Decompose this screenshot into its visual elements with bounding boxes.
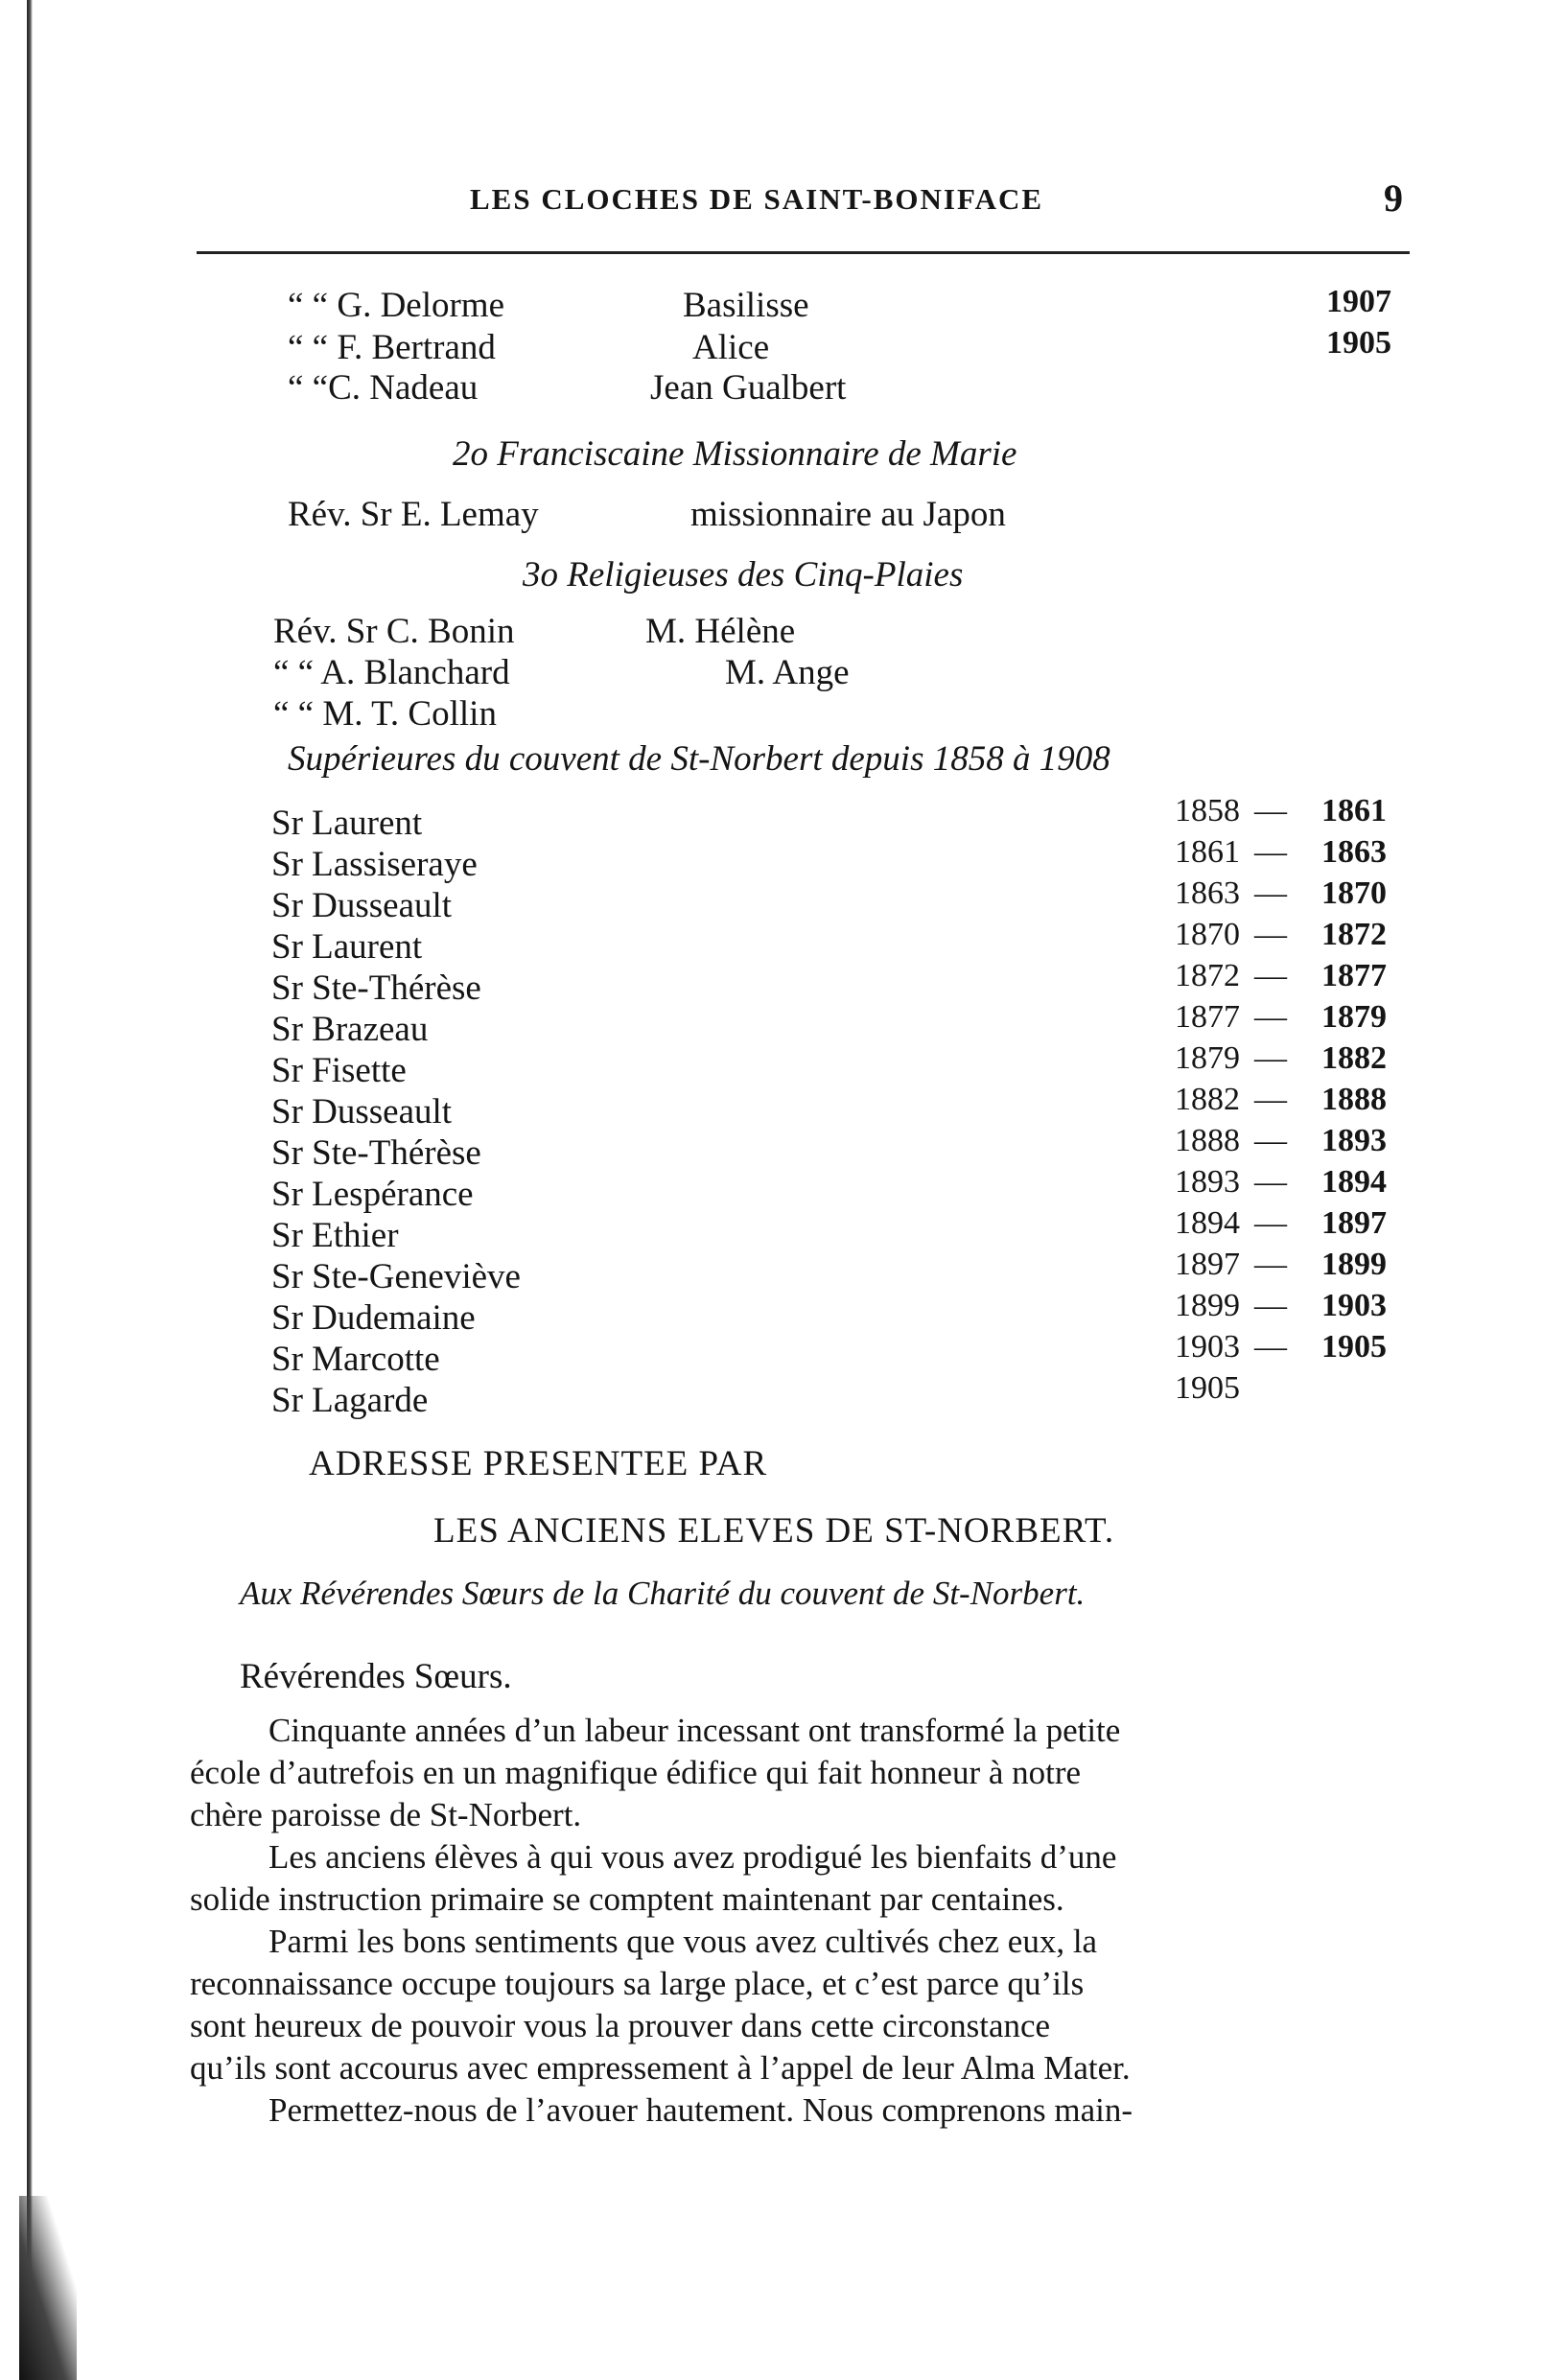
superior-name: Sr Lagarde <box>271 1381 429 1420</box>
superior-year-to: 1905 <box>1321 1329 1387 1365</box>
superior-year-to: 1888 <box>1321 1082 1387 1117</box>
superior-year-from: 1905 <box>1175 1370 1240 1406</box>
superior-name: Sr Ste-Thérèse <box>271 1133 481 1173</box>
superior-year-dash: — <box>1254 1247 1287 1282</box>
section-heading-franciscaine: 2o Franciscaine Missionnaire de Marie <box>453 434 1017 474</box>
entry-note: missionnaire au Japon <box>690 495 1006 534</box>
superior-year-dash: — <box>1254 1329 1287 1365</box>
superior-name: Sr Ethier <box>271 1216 399 1255</box>
superior-year-from: 1894 <box>1175 1205 1240 1241</box>
superior-year-from: 1870 <box>1175 917 1240 952</box>
address-line: Les anciens élèves à qui vous avez prodigué les bienfaits d’une <box>269 1838 1117 1876</box>
section-heading-cinq-plaies: 3o Religieuses des Cinq-Plaies <box>523 555 964 595</box>
superior-name: Sr Marcotte <box>271 1340 440 1379</box>
superior-year-from: 1858 <box>1175 793 1240 828</box>
superior-year-to: 1872 <box>1321 917 1387 952</box>
entry-name: Rév. Sr C. Bonin <box>273 612 515 651</box>
running-title: LES CLOCHES DE SAINT-BONIFACE <box>470 182 1044 216</box>
address-dedication: Aux Révérendes Sœurs de la Charité du couvent de St-Norbert. <box>240 1575 1086 1612</box>
superior-name: Sr Ste-Geneviève <box>271 1257 521 1296</box>
entry-religious-name: M. Hélène <box>645 612 796 651</box>
superior-year-to: 1877 <box>1321 958 1387 993</box>
address-line: reconnaissance occupe toujours sa large place, et c’est parce qu’ils <box>190 1965 1085 2002</box>
superior-name: Sr Brazeau <box>271 1010 429 1049</box>
superior-year-to: 1861 <box>1321 793 1387 828</box>
superior-name: Sr Dudemaine <box>271 1298 476 1338</box>
superior-year-from: 1872 <box>1175 958 1240 993</box>
page-corner-shadow <box>19 2196 77 2380</box>
superior-name: Sr Lespérance <box>271 1175 474 1214</box>
address-salutation: Révérendes Sœurs. <box>240 1657 512 1696</box>
superior-year-to: 1903 <box>1321 1288 1387 1323</box>
superior-year-from: 1879 <box>1175 1040 1240 1076</box>
superior-year-dash: — <box>1254 875 1287 911</box>
list-item-year: 1905 <box>1326 325 1391 361</box>
list-item-ditto: “ “C. Nadeau <box>288 368 479 408</box>
superior-year-to: 1879 <box>1321 999 1387 1035</box>
superior-name: Sr Dusseault <box>271 886 453 925</box>
superior-year-from: 1888 <box>1175 1123 1240 1158</box>
superior-name: Sr Lassiseraye <box>271 845 478 884</box>
superior-year-to: 1897 <box>1321 1205 1387 1241</box>
list-item-ditto: “ “ F. Bertrand <box>288 328 496 367</box>
superior-year-to: 1882 <box>1321 1040 1387 1076</box>
address-line: qu’ils sont accourus avec empressement à l’appel de leur Alma Mater. <box>190 2049 1131 2087</box>
superior-year-dash: — <box>1254 793 1287 828</box>
superior-year-from: 1899 <box>1175 1288 1240 1323</box>
superior-name: Sr Dusseault <box>271 1092 453 1132</box>
page-edge <box>27 0 33 2380</box>
superior-year-from: 1903 <box>1175 1329 1240 1365</box>
superior-year-from: 1897 <box>1175 1247 1240 1282</box>
address-line: Cinquante années d’un labeur incessant ont transformé la petite <box>269 1712 1121 1749</box>
address-line: école d’autrefois en un magnifique édifice qui fait honneur à notre <box>190 1754 1082 1791</box>
entry-name: “ “ A. Blanchard <box>273 653 510 692</box>
superior-year-dash: — <box>1254 917 1287 952</box>
address-title-line2: LES ANCIENS ELEVES DE ST-NORBERT. <box>433 1511 1115 1551</box>
superior-year-from: 1877 <box>1175 999 1240 1035</box>
superior-year-dash: — <box>1254 1164 1287 1200</box>
superior-year-from: 1893 <box>1175 1164 1240 1200</box>
superior-year-dash: — <box>1254 1288 1287 1323</box>
address-line: Permettez-nous de l’avouer hautement. Nous comprenons main- <box>269 2091 1133 2129</box>
superior-year-dash: — <box>1254 958 1287 993</box>
entry-religious-name: M. Ange <box>725 653 850 692</box>
superior-year-from: 1861 <box>1175 834 1240 870</box>
superior-year-from: 1863 <box>1175 875 1240 911</box>
superior-name: Sr Fisette <box>271 1051 407 1090</box>
address-line: Parmi les bons sentiments que vous avez cultivés chez eux, la <box>269 1923 1098 1960</box>
list-item-year: 1907 <box>1326 284 1391 319</box>
list-item-name: Jean Gualbert <box>650 368 847 408</box>
header-rule <box>197 251 1410 254</box>
superior-year-dash: — <box>1254 999 1287 1035</box>
superior-year-to: 1863 <box>1321 834 1387 870</box>
superior-name: Sr Laurent <box>271 804 423 843</box>
list-item-name: Alice <box>692 328 770 367</box>
list-item-ditto: “ “ G. Delorme <box>288 286 505 325</box>
superior-year-from: 1882 <box>1175 1082 1240 1117</box>
superior-year-to: 1899 <box>1321 1247 1387 1282</box>
superior-year-dash: — <box>1254 1205 1287 1241</box>
superiors-heading: Supérieures du couvent de St-Norbert depuis 1858 à 1908 <box>288 739 1110 779</box>
superior-year-dash: — <box>1254 1123 1287 1158</box>
superior-name: Sr Ste-Thérèse <box>271 968 481 1008</box>
address-line: solide instruction primaire se comptent maintenant par centaines. <box>190 1880 1064 1918</box>
superior-year-to: 1894 <box>1321 1164 1387 1200</box>
entry-name: “ “ M. T. Collin <box>273 694 497 734</box>
superior-year-to: 1893 <box>1321 1123 1387 1158</box>
list-item-name: Basilisse <box>683 286 809 325</box>
entry-name: Rév. Sr E. Lemay <box>288 495 539 534</box>
address-line: sont heureux de pouvoir vous la prouver dans cette circonstance <box>190 2007 1051 2044</box>
superior-name: Sr Laurent <box>271 927 423 967</box>
superior-year-dash: — <box>1254 834 1287 870</box>
address-line: chère paroisse de St-Norbert. <box>190 1796 582 1833</box>
superior-year-dash: — <box>1254 1040 1287 1076</box>
address-title-line1: ADRESSE PRESENTEE PAR <box>309 1444 768 1483</box>
superior-year-to: 1870 <box>1321 875 1387 911</box>
superior-year-dash: — <box>1254 1082 1287 1117</box>
page-number: 9 <box>1384 176 1403 220</box>
